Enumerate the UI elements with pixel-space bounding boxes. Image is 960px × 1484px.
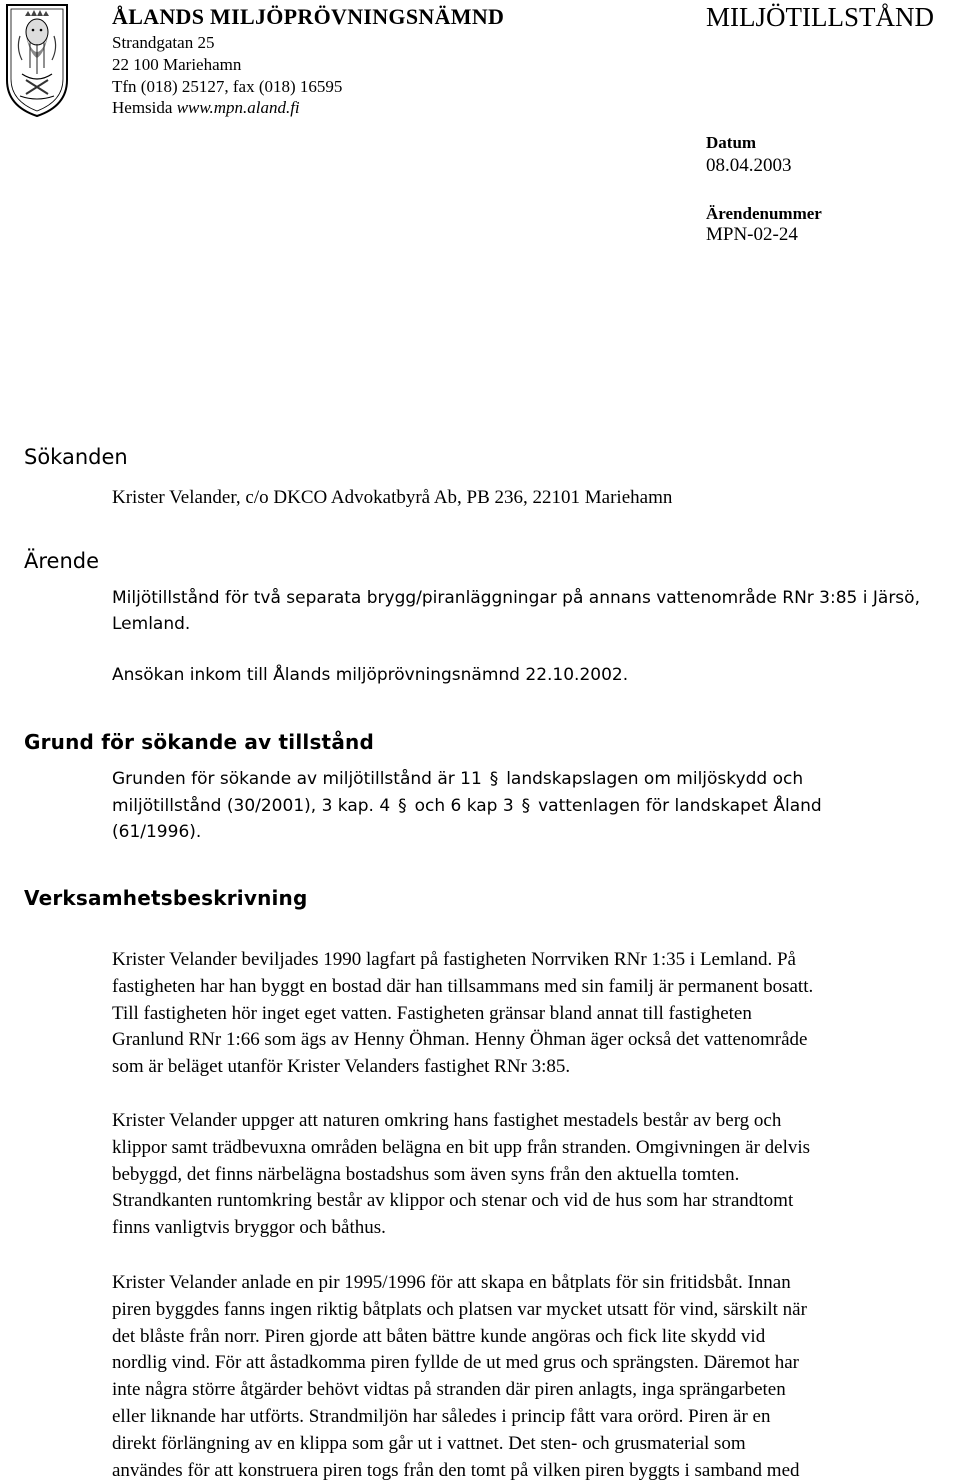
address-street: Strandgatan 25 <box>112 33 215 52</box>
address-postal: 22 100 Mariehamn <box>112 55 242 74</box>
paragraph-line: Granlund RNr 1:66 som ägs av Henny Öhman. Henny Öhman äger också det vattenområde <box>112 1029 808 1051</box>
phone-fax: Tfn (018) 25127, fax (018) 16595 <box>112 77 343 96</box>
description-heading: Verksamhetsbeskrivning <box>24 886 308 910</box>
grounds-line-1: Grunden för sökande av miljötillstånd är 11 § landskapslagen om miljöskydd och <box>112 769 804 789</box>
grounds-line-2: miljötillstånd (30/2001), 3 kap. 4 § och 6 kap 3 § vattenlagen för landskapet Åland <box>112 796 822 816</box>
grounds-heading: Grund för sökande av tillstånd <box>24 730 374 754</box>
description-paragraph-3 <box>112 1270 952 1484</box>
coat-of-arms-icon <box>4 2 70 118</box>
paragraph-line: användes för att konstruera piren togs från den tomt på vilken piren byggts i samband med <box>112 1459 800 1481</box>
description-paragraph-1 <box>112 947 952 1081</box>
paragraph-line: fastigheten har han byggt en bostad där han tillsammans med sin familj är permanent bosatt. <box>112 975 814 997</box>
paragraph-line: eller liknande har utförts. Strandmiljön har således i princip fått vara orörd. Piren är en <box>112 1405 771 1427</box>
section-sign: § <box>489 769 499 789</box>
paragraph-line: inte några större åtgärder behövt vidtas på stranden där piren anlagts, inga sprängarbeten <box>112 1379 786 1401</box>
paragraph-line: nordlig vind. För att åstadkomma piren fyllde de ut med grus och sprängsten. Däremot har <box>112 1352 800 1374</box>
applicant-value: Krister Velander, c/o DKCO Advokatbyrå Ab, PB 236, 22101 Mariehamn <box>112 487 673 508</box>
section-sign: § <box>521 796 531 816</box>
section-sign: § <box>398 796 407 816</box>
organization-name: ÅLANDS MILJÖPRÖVNINGSNÄMND <box>112 4 505 29</box>
paragraph-line: Till fastigheten hör inget eget vatten. Fastigheten gränsar bland annat till fastigheten <box>112 1002 752 1024</box>
matter-line-2: Lemland. <box>112 614 191 634</box>
paragraph-line: direkt förlängning av en klippa som går ut i vattnet. Det sten- och grusmaterial som <box>112 1432 746 1454</box>
grounds-line-3: (61/1996). <box>112 822 202 842</box>
date-label: Datum <box>706 133 757 152</box>
paragraph-line: Krister Velander anlade en pir 1995/1996 för att skapa en båtplats för sin fritidsbåt. Innan <box>112 1272 791 1293</box>
matter-line-1: Miljötillstånd för två separata brygg/piranläggningar på annans vattenområde RNr 3:85 i Järsö, <box>112 588 920 608</box>
paragraph-line: piren byggdes fanns ingen riktig båtplats och platsen var mycket utsatt för vind, särskilt när <box>112 1298 807 1320</box>
paragraph-line: det blåste från norr. Piren gjorde att båten bättre kunde angöras och fick lite skydd vid <box>112 1325 766 1347</box>
matter-received: Ansökan inkom till Ålands miljöprövningsnämnd 22.10.2002. <box>112 665 629 685</box>
paragraph-line: som är beläget utanför Krister Velanders fastighet RNr 3:85. <box>112 1056 571 1078</box>
website-line <box>112 98 300 118</box>
document-type: MILJÖTILLSTÅND <box>706 2 934 32</box>
paragraph-line: Krister Velander uppger att naturen omkring hans fastighet mestadels består av berg och <box>112 1110 782 1131</box>
paragraph-line: finns vanligtvis bryggor och båthus. <box>112 1217 386 1239</box>
website-label: Hemsida <box>112 98 173 117</box>
date-value: 08.04.2003 <box>706 155 792 176</box>
case-number-value: MPN-02-24 <box>706 224 798 245</box>
paragraph-line: Strandkanten runtomkring består av klippor och stenar och vid de hus som har strandtomt <box>112 1190 794 1212</box>
paragraph-line: klippor samt trädbevuxna områden belägna en bit upp från stranden. Omgivningen är delvis <box>112 1136 811 1158</box>
description-paragraph-2 <box>112 1108 952 1242</box>
website-link[interactable]: www.mpn.aland.fi <box>176 98 300 117</box>
paragraph-line: bebyggd, det finns närbelägna bostadshus som även syns från den aktuella tomten. <box>112 1163 740 1185</box>
case-number-label: Ärendenummer <box>706 204 822 223</box>
applicant-label: Sökanden <box>24 445 128 469</box>
paragraph-line: Krister Velander beviljades 1990 lagfart på fastigheten Norrviken RNr 1:35 i Lemland. På <box>112 949 796 970</box>
matter-label: Ärende <box>24 549 100 573</box>
